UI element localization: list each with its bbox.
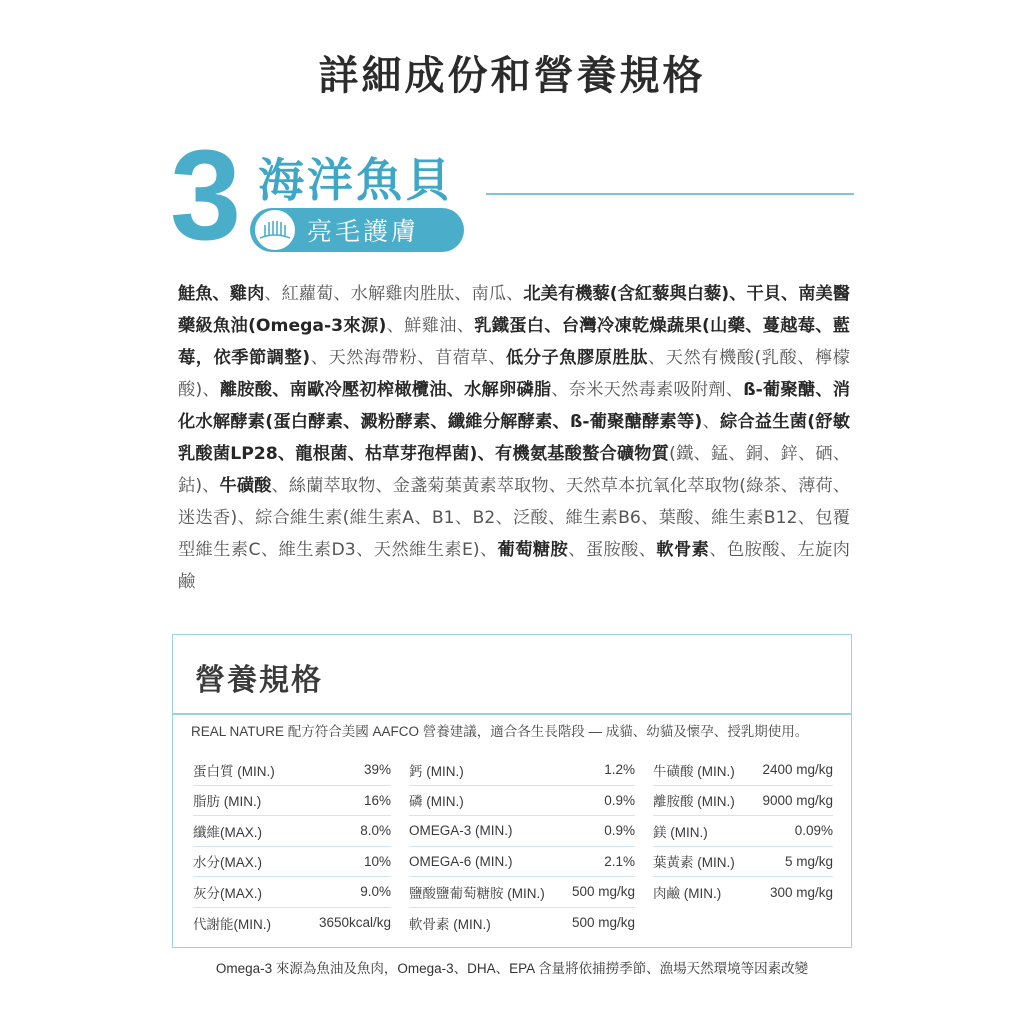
spec-row (653, 877, 833, 908)
spec-label: 纖維(MAX.) (193, 824, 262, 840)
spec-row (193, 816, 391, 847)
spec-column-1 (193, 755, 391, 938)
spec-label: OMEGA-3 (MIN.) (409, 823, 513, 839)
ingredient-text: 、紅蘿蔔、水解雞肉胜肽、南瓜、 (264, 284, 524, 304)
ingredient-bold: 葡萄糖胺 (497, 540, 569, 560)
spec-divider (173, 713, 851, 715)
spec-row (193, 908, 391, 939)
ingredient-bold: ß-葡聚醣、消化水解酵素(蛋白酵素、澱粉酵素、纖維分解酵素、ß-葡聚醣酵素等) (178, 380, 850, 432)
section-number: 3 (170, 124, 242, 267)
ingredient-bold: 軟骨素 (656, 540, 710, 560)
nutrition-spec-panel (172, 634, 852, 948)
spec-label: 肉鹼 (MIN.) (653, 886, 722, 902)
spec-value: 3650kcal/kg (318, 915, 391, 931)
spec-row (653, 847, 833, 878)
spec-value: 39% (363, 762, 391, 778)
spec-intro: REAL NATURE 配方符合美國 AAFCO 營養建議，適合各生長階段 — 成貓、幼貓及懷孕、授乳期使用。 (191, 724, 809, 739)
ingredient-bold: 低分子魚膠原胜肽 (505, 348, 648, 368)
spec-row (653, 816, 833, 847)
spec-label: 鈣 (MIN.) (409, 763, 464, 779)
spec-title: 營養規格 (195, 663, 323, 698)
spec-label: 離胺酸 (MIN.) (653, 794, 735, 810)
spec-value: 8.0% (360, 823, 391, 839)
ingredient-text: 、 (702, 412, 720, 432)
benefit-label: 亮毛護膚 (307, 217, 420, 246)
spec-label: 灰分(MAX.) (193, 885, 262, 901)
ingredient-bold: 乳鐵蛋白、台灣冷凍乾燥蔬果(山藥、蔓越莓、藍莓，依季節調整) (178, 316, 850, 368)
spec-row (409, 755, 635, 786)
ingredient-text: 、色胺酸、左旋肉鹼 (178, 540, 850, 592)
spec-value: 0.9% (604, 823, 635, 839)
spec-label: 代謝能(MIN.) (193, 916, 271, 932)
spec-row (653, 755, 833, 786)
spec-label: 鎂 (MIN.) (653, 824, 708, 840)
spec-row (409, 877, 635, 908)
spec-row (409, 847, 635, 878)
ingredient-text: 、天然有機酸(乳酸、檸檬酸)、 (178, 348, 850, 400)
spec-row (409, 786, 635, 817)
spec-label: 磷 (MIN.) (409, 794, 464, 810)
ingredient-bold: 牛磺酸 (219, 476, 272, 496)
spec-label: 水分(MAX.) (193, 855, 262, 871)
spec-value: 9.0% (360, 884, 391, 900)
spec-row (193, 877, 391, 908)
spec-row (193, 786, 391, 817)
ingredient-text: 、絲蘭萃取物、金盞菊葉黃素萃取物、天然草本抗氧化萃取物(綠茶、薄荷、迷迭香)、綜合維生素(維生素A、B1、B2、泛酸、維生素B6、葉酸、維生素B12、包覆型維生素C、維生素D3、天然維生素E)、 (178, 476, 850, 560)
spec-label: 軟骨素 (MIN.) (409, 916, 491, 932)
spec-row (193, 847, 391, 878)
ingredient-text: 、天然海帶粉、苜蓿草、 (310, 348, 506, 368)
spec-row (193, 755, 391, 786)
spec-label: 鹽酸鹽葡萄糖胺 (MIN.) (409, 885, 545, 901)
omega-note: Omega-3 來源為魚油及魚肉，Omega-3、DHA、EPA 含量將依捕撈季節、漁場天然環境等因素改變 (215, 961, 809, 976)
title-rule (486, 193, 854, 195)
ingredient-bold: 鮭魚、雞肉 (178, 284, 265, 304)
spec-value: 16% (363, 792, 391, 808)
spec-label: 脂肪 (MIN.) (193, 794, 262, 810)
spec-label: 葉黃素 (MIN.) (653, 855, 735, 871)
spec-value: 2400 mg/kg (762, 762, 833, 778)
ingredient-bold: 北美有機藜(含紅藜與白藜)、干貝、南美醫藥級魚油(Omega-3來源) (178, 284, 850, 336)
ingredients-paragraph (178, 278, 850, 598)
spec-label: 牛磺酸 (MIN.) (653, 763, 735, 779)
spec-row (409, 816, 635, 847)
spec-row (409, 908, 635, 939)
ingredient-bold: 綜合益生菌(舒敏乳酸菌LP28、龍根菌、枯草芽孢桿菌)、有機氨基酸螯合礦物質 (178, 412, 850, 464)
spec-value: 500 mg/kg (571, 884, 635, 900)
spec-label: OMEGA-6 (MIN.) (409, 853, 513, 869)
spec-value: 10% (363, 853, 391, 869)
spec-value: 500 mg/kg (571, 915, 635, 931)
spec-column-3 (653, 755, 833, 908)
hair-follicle-icon (253, 208, 297, 252)
ingredient-bold: 離胺酸、南歐冷壓初榨橄欖油、水解卵磷脂 (219, 380, 552, 400)
spec-value: 0.09% (794, 823, 833, 839)
spec-value: 9000 mg/kg (762, 792, 833, 808)
spec-value: 1.2% (604, 762, 635, 778)
spec-label: 蛋白質 (MIN.) (193, 763, 275, 779)
spec-value: 5 mg/kg (784, 853, 833, 869)
ingredient-text: (鐵、錳、銅、鋅、硒、鈷)、 (178, 444, 850, 496)
ingredient-text: 、鮮雞油、 (386, 316, 475, 336)
page-title: 詳細成份和營養規格 (318, 53, 706, 99)
spec-value: 2.1% (604, 853, 635, 869)
spec-column-2 (409, 755, 635, 938)
spec-value: 0.9% (604, 792, 635, 808)
ingredient-text: 、蛋胺酸、 (568, 540, 657, 560)
ingredient-text: 、奈米天然毒素吸附劑、 (551, 380, 744, 400)
benefit-badge (250, 208, 464, 252)
section-title: 海洋魚貝 (258, 153, 454, 207)
spec-value: 300 mg/kg (769, 884, 833, 900)
spec-row (653, 786, 833, 817)
